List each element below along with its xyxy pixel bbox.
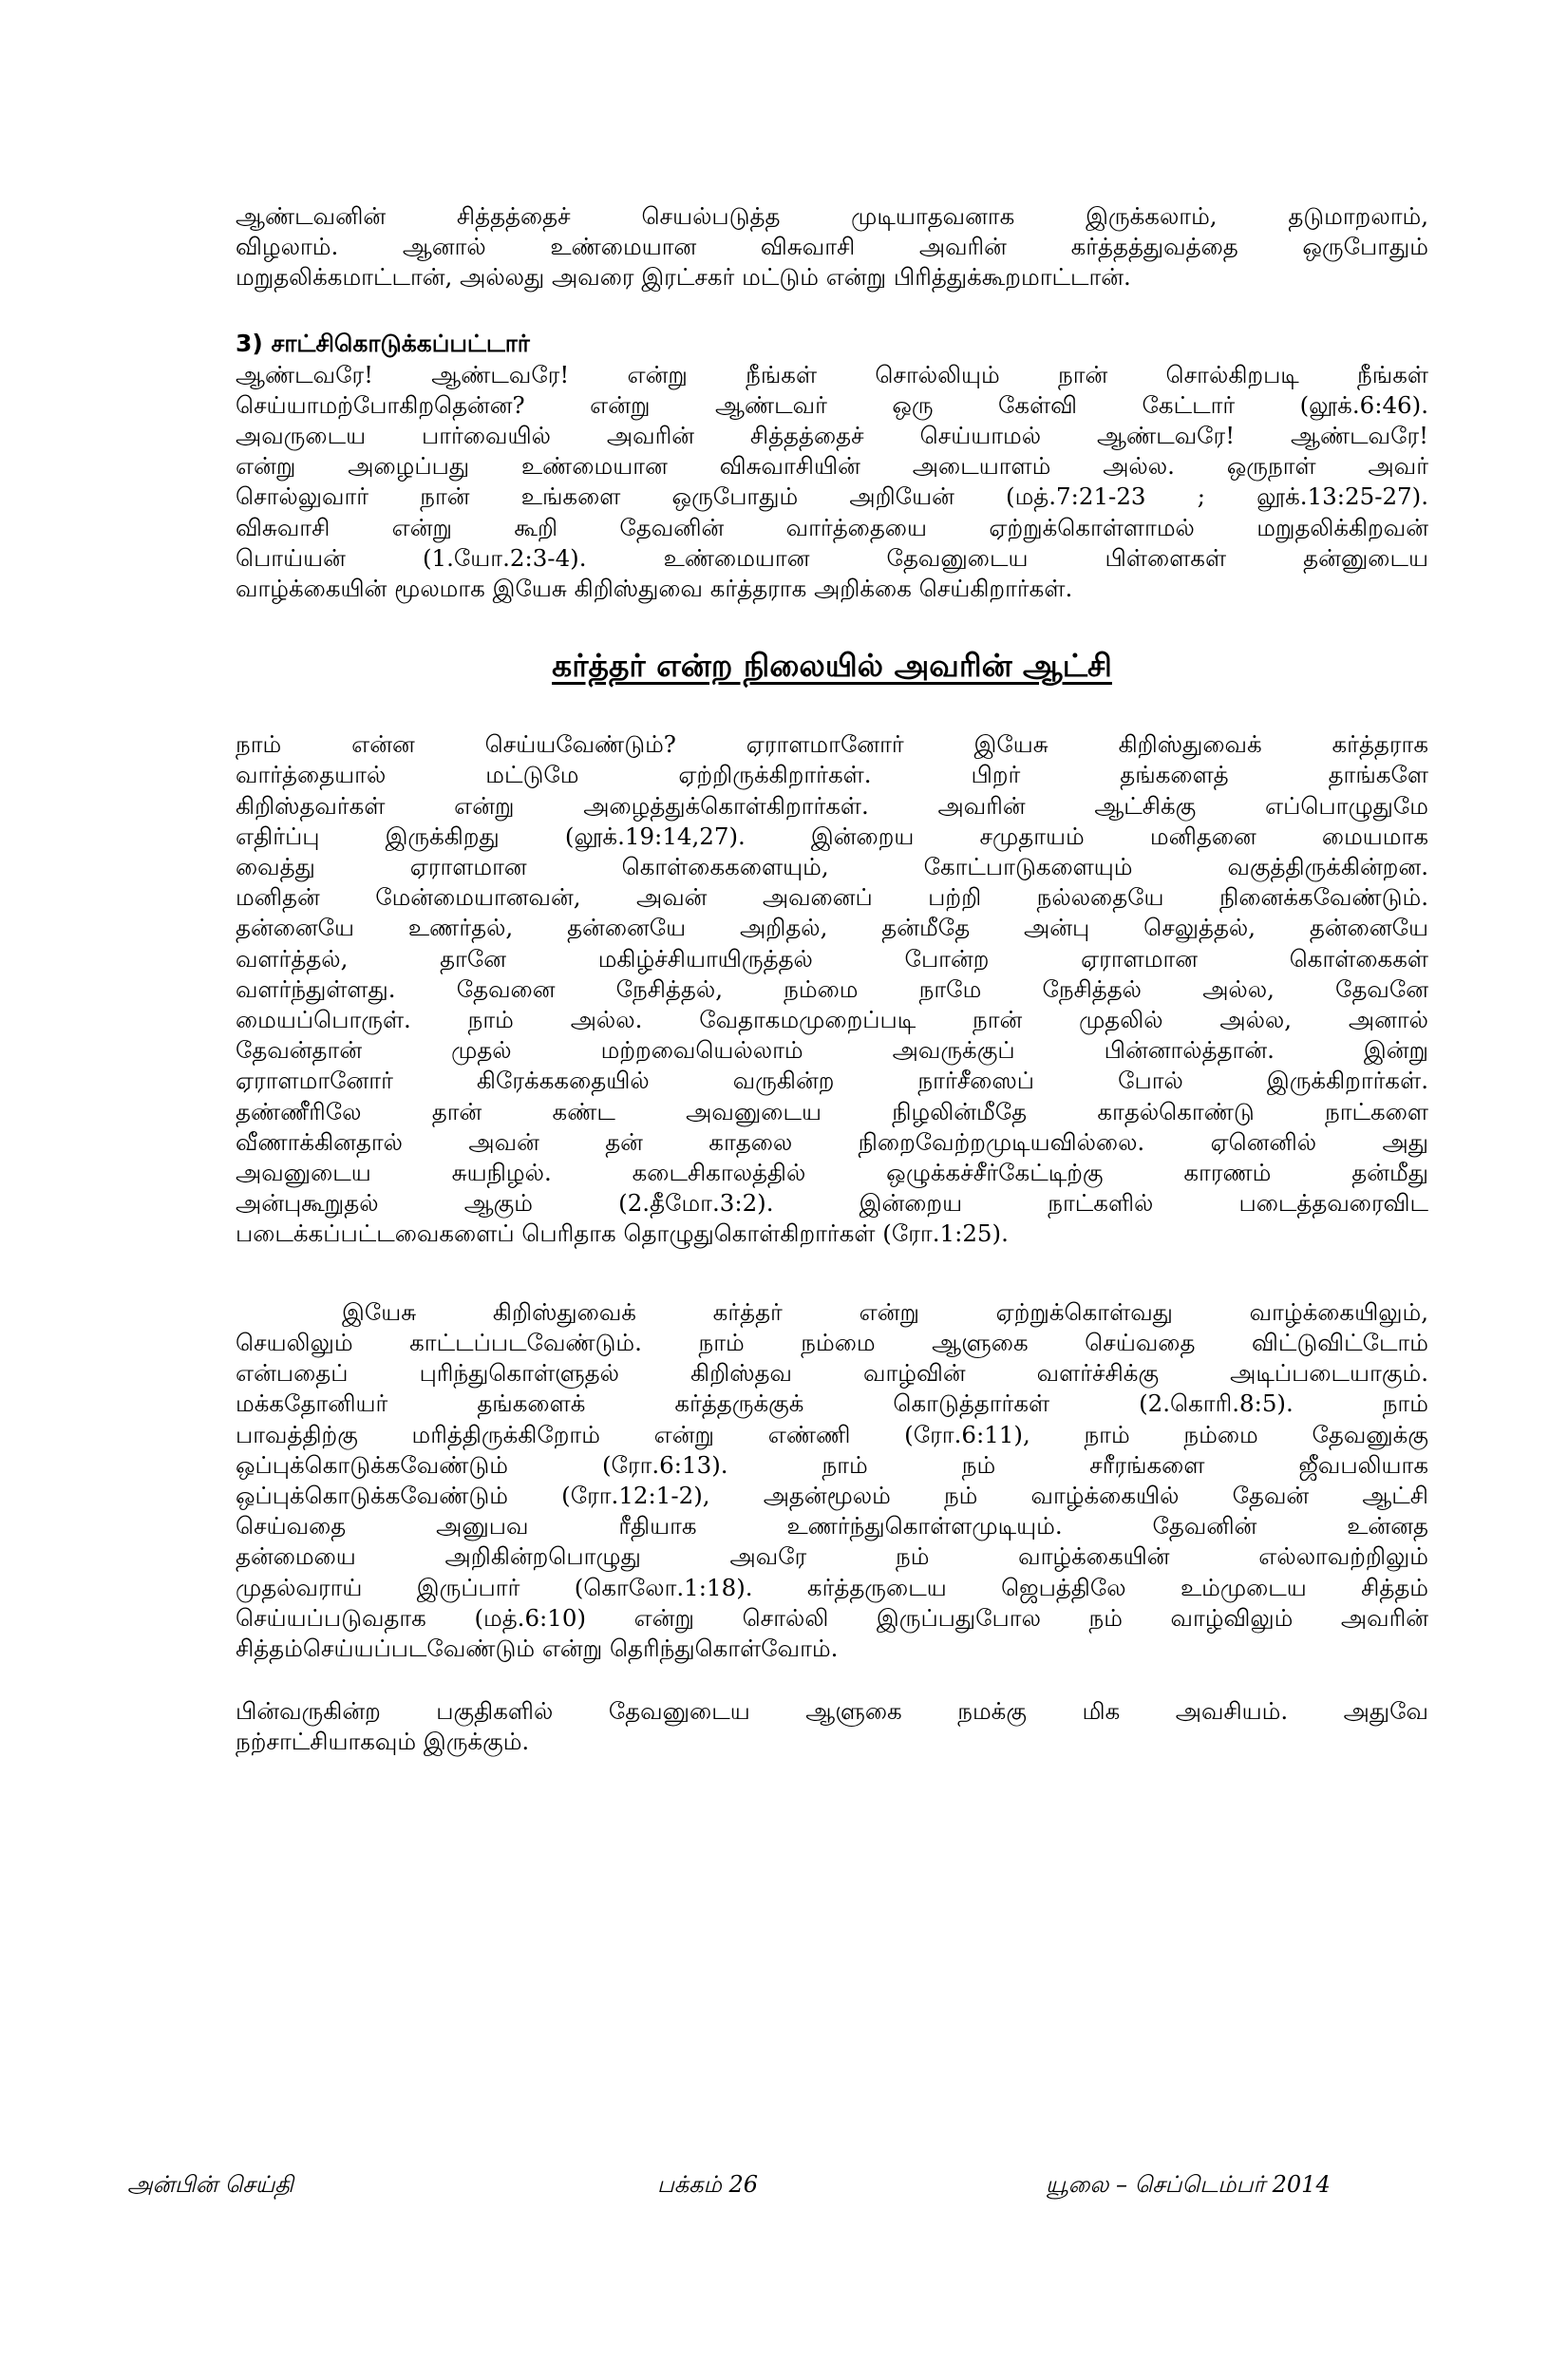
text-line: மறுதலிக்கமாட்டான், அல்லது அவரை இரட்சகர் மட்டும் என்று பிரித்துக்கூறமாட்டான். bbox=[236, 263, 1131, 292]
text-line: வீணாக்கினதால் அவன் தன் காதலை நிறைவேற்றமுடியவில்லை. ஏனெனில் அது bbox=[236, 1127, 1428, 1156]
text-line: கிறிஸ்தவர்கள் என்று அழைத்துக்கொள்கிறார்கள். அவரின் ஆட்சிக்கு எப்பொழுதுமே bbox=[236, 791, 1428, 820]
text-line: ஒப்புக்கொடுக்கவேண்டும் (ரோ.12:1-2), அதன்மூலம் நம் வாழ்க்கையில் தேவன் ஆட்சி bbox=[236, 1481, 1428, 1509]
text-line: மக்கதோனியர் தங்களைக் கர்த்தருக்குக் கொடுத்தார்கள் (2.கொரி.8:5). நாம் bbox=[236, 1389, 1428, 1418]
text-line: அவருடைய பார்வையில் அவரின் சித்தத்தைச் செய்யாமல் ஆண்டவரே! ஆண்டவரே! bbox=[236, 422, 1428, 450]
text-line: செய்யப்படுவதாக (மத்.6:10) என்று சொல்லி இருப்பதுபோல நம் வாழ்விலும் அவரின் bbox=[236, 1603, 1428, 1632]
text-line: வாழ்க்கையின் மூலமாக இயேசு கிறிஸ்துவை கர்த்தராக அறிக்கை செய்கிறார்கள். bbox=[236, 575, 1073, 603]
page-body bbox=[236, 201, 1428, 1758]
paragraph-closing bbox=[236, 1696, 1428, 1757]
text-line: செயலிலும் காட்டப்படவேண்டும். நாம் நம்மை ஆளுகை செய்வதை விட்டுவிட்டோம் bbox=[236, 1328, 1428, 1356]
text-line: விழலாம். ஆனால் உண்மையான விசுவாசி அவரின் கர்த்தத்துவத்தை ஒருபோதும் bbox=[236, 233, 1428, 261]
text-line: வளர்ந்துள்ளது. தேவனை நேசித்தல், நம்மை நாமே நேசித்தல் அல்ல, தேவனே bbox=[236, 974, 1428, 1003]
text-line: ஆண்டவனின் சித்தத்தைச் செயல்படுத்த முடியாதவனாக இருக்கலாம், தடுமாறலாம், bbox=[236, 202, 1428, 230]
text-line: நாம் என்ன செய்யவேண்டும்? ஏராளமானோர் இயேசு கிறிஸ்துவைக் கர்த்தராக bbox=[236, 730, 1428, 759]
text-line: தன்னையே உணர்தல், தன்னையே அறிதல், தன்மீதே அன்பு செலுத்தல், தன்னையே bbox=[236, 914, 1428, 942]
text-line: ஆண்டவரே! ஆண்டவரே! என்று நீங்கள் சொல்லியும் நான் சொல்கிறபடி நீங்கள் bbox=[236, 360, 1428, 388]
text-line: அவனுடைய சுயநிழல். கடைசிகாலத்தில் ஒழுக்கச்சீர்கேட்டிற்கு காரணம் தன்மீது bbox=[236, 1159, 1428, 1187]
footer-page-number: பக்கம் 26 bbox=[657, 2171, 759, 2198]
text-line: ஒப்புக்கொடுக்கவேண்டும் (ரோ.6:13). நாம் நம் சரீரங்களை ஜீவபலியாக bbox=[236, 1450, 1428, 1479]
paragraph-acceptance bbox=[236, 1297, 1428, 1664]
text-line: விசுவாசி என்று கூறி தேவனின் வார்த்தையை ஏற்றுக்கொள்ளாமல் மறுதலிக்கிறவன் bbox=[236, 513, 1428, 541]
text-line: என்பதைப் புரிந்துகொள்ளுதல் கிறிஸ்தவ வாழ்வின் வளர்ச்சிக்கு அடிப்படையாகும். bbox=[236, 1359, 1428, 1388]
footer-publication: அன்பின் செய்தி bbox=[127, 2171, 293, 2198]
text-line: செய்வதை அனுபவ ரீதியாக உணர்ந்துகொள்ளமுடியும். தேவனின் உன்னத bbox=[236, 1512, 1428, 1541]
footer-issue-date: யூலை – செப்டெம்பர் 2014 bbox=[1046, 2171, 1331, 2198]
text-line: சொல்லுவார் நான் உங்களை ஒருபோதும் அறியேன் (மத்.7:21-23 ; லூக்.13:25-27). bbox=[236, 482, 1428, 511]
text-line: நற்சாட்சியாகவும் இருக்கும். bbox=[236, 1728, 530, 1756]
text-line: செய்யாமற்போகிறதென்ன? என்று ஆண்டவர் ஒரு கேள்வி கேட்டார் (லூக்.6:46). bbox=[236, 390, 1428, 419]
text-line: ஏராளமானோர் கிரேக்ககதையில் வருகின்ற நார்சீஸைப் போல் இருக்கிறார்கள். bbox=[236, 1067, 1428, 1095]
text-line: மனிதன் மேன்மையானவன், அவன் அவனைப் பற்றி நல்லதையே நினைக்கவேண்டும். bbox=[236, 883, 1428, 912]
text-line: பாவத்திற்கு மரித்திருக்கிறோம் என்று எண்ணி (ரோ.6:11), நாம் நம்மை தேவனுக்கு bbox=[236, 1420, 1428, 1448]
text-line: பின்வருகின்ற பகுதிகளில் தேவனுடைய ஆளுகை நமக்கு மிக அவசியம். அதுவே bbox=[236, 1697, 1428, 1726]
paragraph-lordship bbox=[236, 729, 1428, 1249]
text-line: இயேசு கிறிஸ்துவைக் கர்த்தர் என்று ஏற்றுக்கொள்வது வாழ்க்கையிலும், bbox=[342, 1297, 1428, 1326]
text-line: படைக்கப்பட்டவைகளைப் பெரிதாக தொழுதுகொள்கிறார்கள் (ரோ.1:25). bbox=[236, 1219, 1009, 1248]
subheading-witness: 3) சாட்சிகொடுக்கப்பட்டார் bbox=[236, 329, 530, 357]
text-line: என்று அழைப்பது உண்மையான விசுவாசியின் அடையாளம் அல்ல. ஒருநாள் அவர் bbox=[236, 452, 1428, 481]
section-heading: கர்த்தர் என்ற நிலையில் அவரின் ஆட்சி bbox=[552, 647, 1112, 685]
text-line: பொய்யன் (1.யோ.2:3-4). உண்மையான தேவனுடைய பிள்ளைகள் தன்னுடைய bbox=[236, 543, 1428, 572]
text-line: தேவன்தான் முதல் மற்றவையெல்லாம் அவருக்குப் பின்னால்த்தான். இன்று bbox=[236, 1036, 1428, 1065]
paragraph-intro bbox=[236, 201, 1428, 293]
text-line: வார்த்தையால் மட்டுமே ஏற்றிருக்கிறார்கள். பிறர் தங்களைத் தாங்களே bbox=[236, 761, 1428, 789]
text-line: சித்தம்செய்யப்படவேண்டும் என்று தெரிந்துகொள்வோம். bbox=[236, 1634, 839, 1662]
text-line: வளர்த்தல், தானே மகிழ்ச்சியாயிருத்தல் போன்ற ஏராளமான கொள்கைகள் bbox=[236, 944, 1428, 973]
text-line: மையப்பொருள். நாம் அல்ல. வேதாகமமுறைப்படி நான் முதலில் அல்ல, அனால் bbox=[236, 1006, 1428, 1034]
text-line: தன்மையை அறிகின்றபொழுது அவரே நம் வாழ்க்கையின் எல்லாவற்றிலும் bbox=[236, 1542, 1428, 1571]
text-line: அன்புகூறுதல் ஆகும் (2.தீமோ.3:2). இன்றைய நாட்களில் படைத்தவரைவிட bbox=[236, 1189, 1428, 1218]
paragraph-witness bbox=[236, 360, 1428, 605]
page-footer bbox=[0, 2171, 1568, 2209]
text-line: எதிர்ப்பு இருக்கிறது (லூக்.19:14,27). இன்றைய சமுதாயம் மனிதனை மையமாக bbox=[236, 822, 1428, 850]
text-line: தண்ணீரிலே தான் கண்ட அவனுடைய நிழலின்மீதே காதல்கொண்டு நாட்களை bbox=[236, 1097, 1428, 1125]
text-line: முதல்வராய் இருப்பார் (கொலோ.1:18). கர்த்தருடைய ஜெபத்திலே உம்முடைய சித்தம் bbox=[236, 1573, 1428, 1601]
text-line: வைத்து ஏராளமான கொள்கைகளையும், கோட்பாடுகளையும் வகுத்திருக்கின்றன. bbox=[236, 853, 1428, 881]
